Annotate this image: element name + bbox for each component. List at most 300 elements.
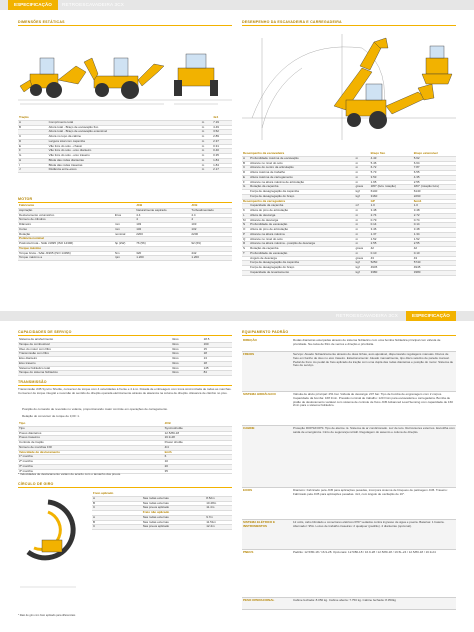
motor-cell: Nm xyxy=(114,251,135,256)
motor-table xyxy=(18,204,232,261)
dims-cell: Vão livre do solo - eixo traseiro xyxy=(48,154,201,159)
dims-cell: F xyxy=(18,149,48,154)
dims-cell: G xyxy=(18,154,48,159)
perf-cell: M xyxy=(242,218,249,223)
motor-cell: Deslocamento volumétrico xyxy=(18,213,114,218)
dims-cell: Altura no topo da cabine xyxy=(48,135,201,140)
equip-row xyxy=(242,392,456,426)
turn-cell: Nas rodas externas xyxy=(142,515,205,520)
perf-header: GP xyxy=(370,199,413,204)
motor-cell: 442 xyxy=(190,251,232,256)
perf-cell: graus xyxy=(355,256,370,261)
motor-cell: Curso xyxy=(18,227,114,232)
dims-cell: m xyxy=(201,120,212,125)
motor-title: MOTOR xyxy=(18,197,33,201)
perf-cell: S xyxy=(242,247,249,252)
dims-cell: 4.49 xyxy=(212,125,232,130)
motor-cell: 4.4 xyxy=(190,213,232,218)
perf-cell: Alcance na altura máxima - posição de descarga xyxy=(249,242,354,247)
perf-header: Braço extensível xyxy=(413,152,456,156)
perf-cell: kgf xyxy=(355,261,370,266)
motor-cell: 92 (69) xyxy=(190,242,232,247)
cap-cell: litros xyxy=(171,371,202,376)
motor-cell: Turboalimentado xyxy=(190,208,232,213)
perf-cell: 5.46 xyxy=(370,161,413,166)
page1-tag: ESPECIFICAÇÃO xyxy=(8,0,58,10)
equip-key: CABINE xyxy=(243,426,255,430)
perf-cell: N xyxy=(242,223,249,228)
dims-cell: 2.37 xyxy=(212,139,232,144)
equip-row xyxy=(242,352,456,392)
turn-cell: B xyxy=(92,520,142,525)
motor-cell: 103 xyxy=(135,223,190,228)
equip-row xyxy=(242,488,456,520)
perf-header: Desempenho da escavadeira xyxy=(242,152,355,156)
dims-cell: Vão livre do solo - eixo dianteiro xyxy=(48,149,201,154)
perf-cell: 1.34 xyxy=(413,232,456,237)
motor-cell: Aspiração xyxy=(18,208,114,213)
turn-title: CÍRCULO DE GIRO xyxy=(18,482,54,486)
speed-cell: Syncroshuttle xyxy=(164,426,232,431)
turn-cell: 12.4m xyxy=(205,525,232,530)
cap-cell: litros xyxy=(171,347,202,352)
perf-cell: P xyxy=(242,232,249,237)
perf-cell: m xyxy=(355,180,370,185)
motor-cell: Potência nominal xyxy=(18,237,114,242)
turning-circle-drawing xyxy=(18,492,78,612)
perf-cell: O xyxy=(242,228,249,233)
perf-cell: m xyxy=(355,242,370,247)
perf-cell: Força de desagregação do braço xyxy=(249,266,354,271)
perf-cell: kgf xyxy=(355,190,370,195)
perf-cell: 6.64 xyxy=(413,161,456,166)
dims-cell: 1.84 xyxy=(212,163,232,168)
perf-cell: Alcance do centro da articulação xyxy=(249,166,354,171)
dims-cell: E xyxy=(18,144,48,149)
dims-cell: Altura total - Braço de escavação extensível xyxy=(48,130,201,135)
dims-cell: 1.84 xyxy=(212,158,232,163)
perf-cell: m xyxy=(355,232,370,237)
perf-cell: B xyxy=(242,161,249,166)
page2-header-bar xyxy=(0,311,474,321)
motor-cell: Torque bruta - SAE J1995 (ISO 14396) xyxy=(18,251,114,256)
dims-cell: 0.40 xyxy=(212,149,232,154)
motor-header: JCB xyxy=(135,204,190,208)
equip-key: DIREÇÃO xyxy=(243,338,257,342)
turn-table xyxy=(92,492,232,530)
dims-cell: 3.52 xyxy=(212,130,232,135)
dims-cell: Bitola das rodas dianteiras xyxy=(48,158,201,163)
cap-cell: Óleo do motor com filtro xyxy=(18,347,171,352)
turn-cell: 8.52m xyxy=(205,496,232,501)
dims-cell: m xyxy=(201,144,212,149)
dims-cell: D xyxy=(18,139,48,144)
speed-cell: Tipo xyxy=(18,426,164,431)
motor-cell: Diâmetro xyxy=(18,223,114,228)
perf-cell: 4945 xyxy=(413,266,456,271)
dims-cell: 0.35 xyxy=(212,154,232,159)
dims-cell: Altura total - Braço de escavação fixo xyxy=(48,125,201,130)
perf-cell: 6.72 xyxy=(370,166,413,171)
equip-key: FREIOS xyxy=(243,352,255,356)
motor-header: JCB xyxy=(190,204,232,208)
perf-cell: m xyxy=(355,223,370,228)
speed-cell: 4ª marcha xyxy=(18,469,164,474)
speed-cell: 35 xyxy=(164,469,232,474)
page1-subtitle: RETROESCAVADEIRA 3CX xyxy=(62,2,125,7)
page2-subtitle: RETROESCAVADEIRA 3CX xyxy=(336,313,399,318)
dims-cell: Distância entre-eixos xyxy=(48,168,201,173)
speed-header: Tipo xyxy=(18,422,164,426)
equip-key: EIXOS xyxy=(243,488,253,492)
perf-cell: m xyxy=(355,166,370,171)
perf-cell: 5250 xyxy=(370,261,413,266)
perf-cell: 43 xyxy=(413,256,456,261)
perf-cell: Altura do pino de articulação xyxy=(249,228,354,233)
dims-cell: C xyxy=(18,135,48,140)
perf-cell: 1.37 xyxy=(370,232,413,237)
equip-table xyxy=(242,338,456,610)
perf-cell: graus xyxy=(355,247,370,252)
motor-cell: mm xyxy=(114,223,135,228)
turn-cell: B xyxy=(92,501,142,506)
perf-cell: Rotação da caçamba xyxy=(249,247,354,252)
speed-cell: 1ª marcha xyxy=(18,455,164,460)
cap-cell: Sistema de arrefecimento xyxy=(18,338,171,342)
dims-cell: m xyxy=(201,154,212,159)
dims-title: DIMENSÕES ESTÁTICAS xyxy=(18,20,65,24)
perf-cell: 5740 xyxy=(413,261,456,266)
cap-cell: litros xyxy=(171,342,202,347)
motor-cell: Rotação xyxy=(18,232,114,237)
speed-table xyxy=(18,422,232,474)
dims-cell: 0.31 xyxy=(212,144,232,149)
perf-cell: graus xyxy=(355,185,370,190)
speed-header: JCB xyxy=(164,422,232,426)
dims-cell: I xyxy=(18,163,48,168)
trans-text: Transmissão JCB Syncro Shuttle, conversor de torque com 4 velocidades à frente e 4 à ré. Dotada de embreagem com troca sincronizada de todas as marchas. Conversor de torque integral e reversão do sentido de direção operada eletricamente através de alavanca na coluna de direção. Alavanca de câmbio no piso. xyxy=(18,388,232,395)
dims-title-rule xyxy=(18,25,232,26)
cap-cell: Eixo dianteiro xyxy=(18,357,171,362)
turn-cell: A xyxy=(92,515,142,520)
perf-cell: 2.55 xyxy=(413,180,456,185)
equip-value: Dianteiro: Fabricado pela JCB para aplicações pesadas, incorpora sistema de bloqueio de patinagem JCB. Traseiro: Fabricado pela JCB para aplicações pesadas. 4x4, com ângulo de oscilação de 16°. xyxy=(293,488,448,496)
perf-cell: 1.0 xyxy=(370,204,413,209)
speed-cell: 4/4 xyxy=(164,445,232,450)
trans-title-rule xyxy=(18,385,232,386)
cap-cell: 13 xyxy=(203,357,232,362)
perf-cell: 7.87 xyxy=(413,166,456,171)
dims-cell: 7.19 xyxy=(212,120,232,125)
perf-cell: 42 xyxy=(370,247,413,252)
equip-row xyxy=(242,550,456,598)
motor-cell: litros xyxy=(114,213,135,218)
perf-cell xyxy=(242,270,249,275)
perf-cell: 3380 xyxy=(413,270,456,275)
cap-cell: litros xyxy=(171,357,202,362)
cap-cell: litros xyxy=(171,338,202,342)
perf-cell: m xyxy=(355,209,370,214)
perf-cell: m³ xyxy=(355,204,370,209)
speed-note: * Velocidades de deslocamento variam de acordo com o tamanho dos pneus. xyxy=(18,473,121,476)
perf-cell: E xyxy=(242,175,249,180)
motor-cell: Torque máximo a xyxy=(18,256,114,261)
speed-cell: 12.5/80-18 xyxy=(164,431,232,436)
perf-cell: 0.14 xyxy=(413,223,456,228)
perf-cell: 4.43 xyxy=(370,156,413,161)
equip-row xyxy=(242,338,456,352)
turn-cell: Nas pneus aplicado xyxy=(142,506,205,511)
motor-cell: 1.200 xyxy=(190,256,232,261)
equip-title-rule xyxy=(242,335,456,336)
perf-cell: K xyxy=(242,209,249,214)
reach-diagram-drawing xyxy=(242,28,456,146)
perf-cell: 6140 xyxy=(413,190,456,195)
speed-cell: 2ª marcha xyxy=(18,460,164,465)
turn-cell: 10.48m xyxy=(205,501,232,506)
speed-cell: 3ª marcha xyxy=(18,464,164,469)
perf-cell: G xyxy=(242,185,249,190)
equip-value: Proteção ROPS/FOPS: Tipo de alarme ré. Sistema de ar condicionado. Luz de teto. Retrovisores externos. Escotilha com saída de emergência. Cinto de segurança retrátil. Regulagem do assento e coluna de direção. xyxy=(293,426,455,434)
perf-cell: Capacidade de levantamento xyxy=(249,270,354,275)
cap-cell: litros xyxy=(171,352,202,357)
turn-title-rule xyxy=(18,487,232,488)
cap-cell: 160 xyxy=(203,342,232,347)
equip-value: Serviço: Atuado hidraulicamente através de duas linhas, auto ajustável, dispensando regulagens manuais. Discos de freio em banho de óleo no eixo traseiro. Estacionamento: Atuado manualmente, tipo disco seletivo de parede manual. Pedal de freio: Ao pedal de freio aplicado da tração com uma dupla das rodas dianteiras e posição do motor. Sistema de freio de serviço. xyxy=(293,352,454,368)
cap-cell: 15 xyxy=(203,347,232,352)
dims-cell: m xyxy=(201,158,212,163)
cap-cell: Sistema hidráulico total xyxy=(18,366,171,371)
perf-cell: Força de desagregação da caçamba xyxy=(249,261,354,266)
perf-cell: 2.74 xyxy=(370,213,413,218)
equip-value: Padrão: 12.5/80-18 / 16.9-28. Opcionais: 12.5/80-18 / 16.9-28 / 12.5/80-18 / 19.5L-24 / 12.5/80-18 / 16.9-24 xyxy=(293,550,436,554)
motor-cell: 76 (56) xyxy=(135,242,190,247)
perf-cell: 6.55 xyxy=(413,171,456,176)
perf-title: DESEMPENHO DA ESCAVADEIRA E CARREGADEIRA xyxy=(242,20,342,24)
perf-cell: m xyxy=(355,237,370,242)
motor-cell: 132 xyxy=(135,227,190,232)
speed-cell: 20 xyxy=(164,464,232,469)
perf-cell: 43 xyxy=(370,256,413,261)
cap-cell: 18 xyxy=(203,361,232,366)
perf-cell: m xyxy=(355,251,370,256)
turn-cell: Nas rodas externas xyxy=(142,501,205,506)
perf-cell: 2.72 xyxy=(413,213,456,218)
equip-value: Válvula de alívio principal: 251 bar. Válvula de descarga: 207 bar. Tipo de bomba de engrenagem com 2 corpos. Capacidade da bomba: 168 l/min. Pressão nominal de trabalho: 120 l/min para escavadeira e carregadeira. Bomba de pistão de deslocamento variável com sistema de controle de fluxo JCB Advanced Load Sensing com capacidade de 160 l/min para o sistema hidráulico. xyxy=(293,392,453,408)
perf-cell: 3.46 xyxy=(370,228,413,233)
perf-cell: m xyxy=(355,161,370,166)
motor-cell: 320 xyxy=(135,251,190,256)
dims-cell: m xyxy=(201,168,212,173)
equip-value: Cabine fechada: 8.050 kg. Cabine aberta: 7.750 kg. Cabine fechada: 8.350kg xyxy=(293,598,396,602)
perf-cell: Altura máxima de trabalho xyxy=(249,171,354,176)
dims-cell: Largura total com caçamba xyxy=(48,139,201,144)
perf-cell: 2.55 xyxy=(370,242,413,247)
speed-cell: 6 xyxy=(164,455,232,460)
dims-cell: Bitola das rodas traseiras xyxy=(48,163,201,168)
perf-cell: 0.79 xyxy=(370,218,413,223)
perf-cell: Alcance no nível do solo xyxy=(249,161,354,166)
perf-cell: 2290 xyxy=(413,194,456,199)
turn-cell: 11.51m xyxy=(205,520,232,525)
motor-cell: 4.4 xyxy=(135,213,190,218)
trans-bullet-1: Posição do comando de reversão no volante, proporcionando maior controle em operações de carregamento. xyxy=(22,408,168,411)
motor-cell: nominal xyxy=(114,232,135,237)
equip-row xyxy=(242,598,456,610)
trans-bullet-2: Relação do conversor de torque de 3,00 :1. xyxy=(22,415,80,418)
perf-cell: Alcance na altura máxima xyxy=(249,232,354,237)
perf-cell: 5.73 xyxy=(370,171,413,176)
motor-cell: rpm xyxy=(114,256,135,261)
motor-cell: Torque máximo xyxy=(18,246,114,251)
dims-cell: Comprimento total xyxy=(48,120,201,125)
perf-cell: 180° (rotação livre) xyxy=(413,185,456,190)
dims-cell: 2.89 xyxy=(212,135,232,140)
speed-cell: Controle de tração xyxy=(18,441,164,446)
perf-cell: 1.65 xyxy=(370,180,413,185)
speed-cell: Power shuttle xyxy=(164,441,232,446)
motor-cell: 4 xyxy=(190,218,232,223)
perf-cell: 5.62 xyxy=(413,156,456,161)
perf-cell: 180° (livre rotação) xyxy=(370,185,413,190)
turn-cell: Nas pneus aplicado xyxy=(142,525,205,530)
perf-cell: 4.35 xyxy=(413,175,456,180)
cap-title: CAPACIDADES DE SERVIÇO xyxy=(18,330,72,334)
dims-cell: Vão livre do solo - chassi xyxy=(48,144,201,149)
motor-cell: 103 xyxy=(190,223,232,228)
speed-cell: Pneus dianteiros xyxy=(18,431,164,436)
perf-cell: 3380 xyxy=(370,270,413,275)
page2-tag: ESPECIFICAÇÃO xyxy=(406,311,456,321)
perf-cell: kgf xyxy=(355,270,370,275)
dims-cell: m xyxy=(201,163,212,168)
speed-cell: 16.9-28 xyxy=(164,436,232,441)
turn-cell: 9.7m xyxy=(205,515,232,520)
perf-cell: m xyxy=(355,156,370,161)
perf-cell: 0.14 xyxy=(370,223,413,228)
equip-key: SISTEMA HIDRÁULICO xyxy=(243,392,276,396)
equip-value: 12 volts, cabo blindado e conectores elétricos IP67 vedados contra ingresso de água e poeira. Baterias: 1 bateria. Alternador: 95A. Luzes de trabalho traseiras: 2 qualquer (padrão). 4 dianteiras (opcional). xyxy=(293,520,445,528)
perf-title-rule xyxy=(242,25,456,26)
perf-cell: m xyxy=(355,171,370,176)
perf-cell: kgf xyxy=(355,266,370,271)
equip-row xyxy=(242,426,456,488)
perf-cell: 2.55 xyxy=(413,242,456,247)
perf-cell: 6140 xyxy=(370,190,413,195)
cap-cell: 18 xyxy=(203,352,232,357)
perf-cell: kgf xyxy=(355,194,370,199)
perf-cell: 1.52 xyxy=(370,237,413,242)
cap-cell: Transmissão com filtro xyxy=(18,352,171,357)
perf-cell: Q xyxy=(242,237,249,242)
turn-cell: Nas rodas externas xyxy=(142,496,205,501)
perf-cell: Altura máxima de carregamento xyxy=(249,175,354,180)
perf-cell: C xyxy=(242,166,249,171)
perf-cell: Altura de descarga xyxy=(249,213,354,218)
perf-cell: F xyxy=(242,180,249,185)
turn-cell: Nas rodas externas xyxy=(142,520,205,525)
perf-cell: m xyxy=(355,218,370,223)
motor-cell: 4 xyxy=(135,218,190,223)
trans-title: TRANSMISSÃO xyxy=(18,380,47,384)
perf-header: Desempenho da carregadeira xyxy=(242,199,355,204)
dims-header-0: Tração xyxy=(18,116,48,120)
motor-cell: hp (kW) xyxy=(114,242,135,247)
perf-cell: 3.48 xyxy=(370,209,413,214)
turn-cell: Freio não aplicado xyxy=(142,511,205,516)
perf-cell: Rotação da caçamba xyxy=(249,185,354,190)
dims-cell: B xyxy=(18,125,48,130)
perf-cell: Força de desagregação do braço xyxy=(249,194,354,199)
equip-value: Rodas dianteiras esterçadas através de sistema hidráulico com uma bomba hidráulica principal com válvula de prioridade. Na caixa de filtro de ventos e direção é prioritária. xyxy=(293,338,441,346)
turn-cell: Freio aplicado xyxy=(92,492,142,496)
perf-cell: Ângulo de descarga xyxy=(249,256,354,261)
perf-cell: R xyxy=(242,242,249,247)
cap-cell: Eixo traseiro xyxy=(18,361,171,366)
perf-header: Braço fixo xyxy=(370,152,413,156)
dims-cell: A xyxy=(18,120,48,125)
cap-cell: 84 xyxy=(203,371,232,376)
dims-cell: m xyxy=(201,125,212,130)
motor-title-rule xyxy=(18,202,232,203)
perf-cell: Força de desagregação da caçamba xyxy=(249,190,354,195)
dims-cell: H xyxy=(18,158,48,163)
cap-cell: Tanque de combustível xyxy=(18,342,171,347)
perf-cell: Profundidade de escavação xyxy=(249,223,354,228)
equip-key: PESO OPERACIONAL xyxy=(243,598,275,602)
dims-cell: m xyxy=(201,149,212,154)
dims-header-2: 4x4 xyxy=(212,116,232,120)
perf-header: 6em1 xyxy=(413,199,456,204)
cap-title-rule xyxy=(18,335,232,336)
perf-cell: Capacidade da caçamba xyxy=(249,204,354,209)
perf-cell: T xyxy=(242,251,249,256)
dims-table xyxy=(18,116,232,173)
perf-cell: Altura do pino de articulação xyxy=(249,209,354,214)
perf-cell: 42 xyxy=(413,247,456,252)
motor-cell: Potência bruta - SAE J1995 (ISO 14396) xyxy=(18,242,114,247)
perf-cell: Alcance de descarga xyxy=(249,218,354,223)
perf-cell: 3.48 xyxy=(413,209,456,214)
dims-cell: 2.17 xyxy=(212,168,232,173)
speed-cell: Velocidade de deslocamento xyxy=(18,450,164,455)
cap-cell: Tanque do sistema hidráulico xyxy=(18,371,171,376)
perf-cell: m xyxy=(355,213,370,218)
perf-cell: 3.48 xyxy=(413,228,456,233)
perf-cell: 0.74 xyxy=(413,218,456,223)
equip-title: EQUIPAMENTO PADRÃO xyxy=(242,330,289,334)
cap-cell: 18.5 xyxy=(203,338,232,342)
dims-cell: J xyxy=(18,168,48,173)
perf-cell: Alcance no nível do solo xyxy=(249,237,354,242)
speed-cell: Número de marchas F/R xyxy=(18,445,164,450)
dims-cell: m xyxy=(201,135,212,140)
perf-cell: m xyxy=(355,175,370,180)
cap-cell: litros xyxy=(171,361,202,366)
perf-cell: Profundidade de escavação xyxy=(249,251,354,256)
equip-key: SISTEMA ELÉTRICO E INSTRUMENTOS xyxy=(243,520,276,528)
perf-cell: D xyxy=(242,171,249,176)
perf-cell: 3.53 xyxy=(370,175,413,180)
perf-cell: 3160 xyxy=(370,194,413,199)
motor-header: Fabricante xyxy=(18,204,114,208)
perf-cell: m xyxy=(355,228,370,233)
perf-cell: 1.52 xyxy=(413,237,456,242)
turn-cell: C xyxy=(92,525,142,530)
cap-table xyxy=(18,338,232,376)
dims-cell: m xyxy=(201,130,212,135)
turn-cell: A xyxy=(92,496,142,501)
